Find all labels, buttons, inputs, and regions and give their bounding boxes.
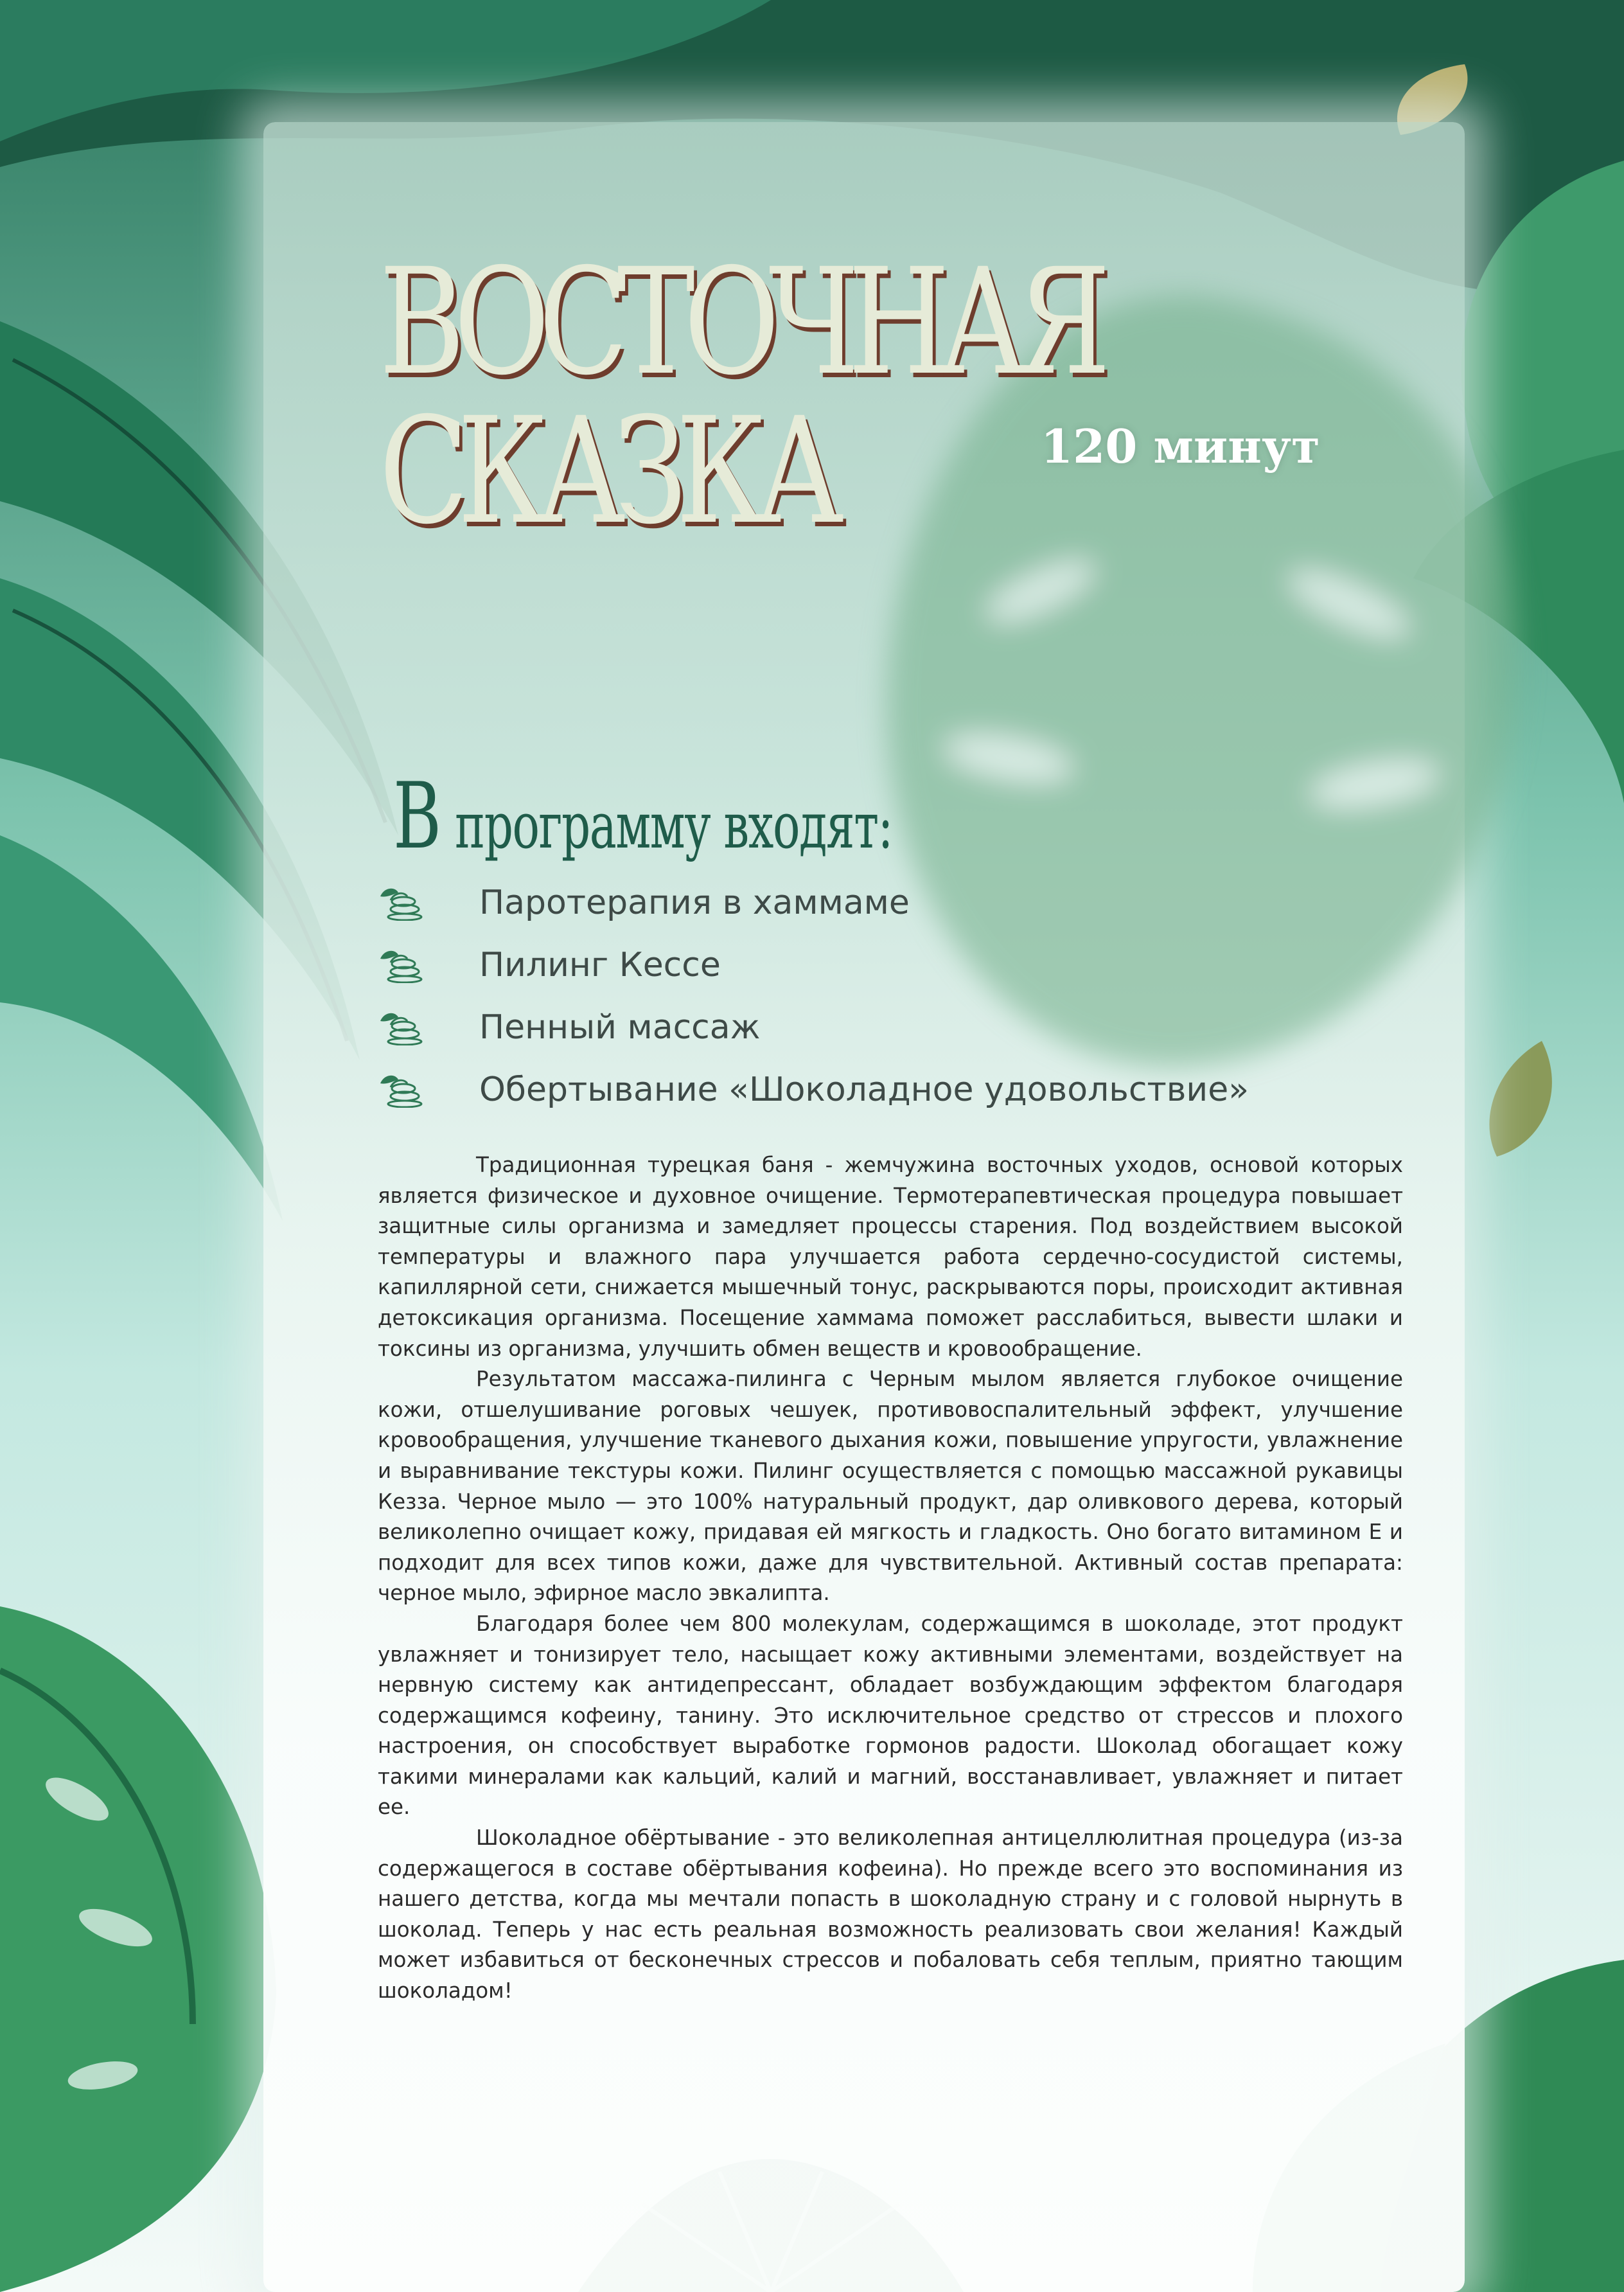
description-paragraph: Традиционная турецкая баня - жемчужина восточных уходов, основой которых является физическое и духовное очищение. Термотерапевтическая процедура повышает защитные силы организма и замедляет процессы старения. Под воздействием высокой температуры и влажного пара улучшается работа сердечно-сосудистой системы, капиллярной сети, снижается мышечный тонус, раскрываются поры, происходит активная детоксикация организма. Посещение хаммама поможет расслабиться, вывести шлаки и токсины из организма, улучшить обмен веществ и кровообращение. [378,1153,1403,1361]
spa-stones-leaf-icon [378,885,424,921]
program-heading [393,763,892,869]
list-item [378,1058,1249,1121]
list-item-text: Паротерапия в хаммаме [479,883,910,922]
title-line-2: СКАЗКА [379,386,833,556]
description-paragraph: Шоколадное обёртывание - это великолепная антицеллюлитная процедура (из-за содержащегося в составе обёртывания кофеина). Но прежде всего это воспоминания из нашего детства, когда мы мечтали попасть в шоколадную страну и с головой нырнуть в шоколад. Теперь у нас есть реальная возможность реализовать свои желания! Каждый может избавиться от бесконечных стрессов и побаловать себя теплым, приятно тающим шоколадом! [378,1826,1403,2003]
description-paragraph: Благодаря более чем 800 молекулам, содержащимся в шоколаде, этот продукт увлажняет и тонизирует тело, насыщает кожу активными элементами, воздействует на нервную систему как антидепрессант, обладает возбуждающим эффектом благодаря содержащимся кофеину, танину. Это исключительное средство от стрессов и плохого настроения, он способствует выработке гормонов радости. Шоколад обогащает кожу такими минералами как кальций, калий и магний, восстанавливает, увлажняет и питает ее. [378,1611,1403,1820]
title-line-1: ВОСТОЧНАЯ [379,236,1100,407]
program-heading-text: программу входят: [441,790,893,863]
spa-stones-leaf-icon [378,1009,424,1045]
list-item-text: Обертывание «Шоколадное удовольствие» [479,1070,1249,1109]
list-item-text: Пилинг Кессе [479,945,721,984]
spa-stones-leaf-icon [378,947,424,983]
list-item [378,934,1249,996]
description-paragraph: Результатом массажа-пилинга с Черным мылом является глубокое очищение кожи, отшелушивание роговых чешуек, противовоспалительный эффект, улучшение кровообращения, улучшение тканевого дыхания кожи, повышение упругости, увлажнение и выравнивание текстуры кожи. Пилинг осуществляется с помощью массажной рукавицы Кезза. Черное мыло — это 100% натуральный продукт, дар оливкового дерева, который великолепно очищает кожу, придавая ей мягкость и гладкость. Оно богато витамином Е и подходит для всех типов кожи, даже для чувствительной. Активный состав препарата: черное мыло, эфирное масло эвкалипта. [378,1367,1403,1606]
description-text [378,1150,1403,2007]
program-list [378,871,1249,1121]
spa-stones-leaf-icon [378,1072,424,1108]
list-item-text: Пенный массаж [479,1008,761,1047]
duration-label: 120 минут [1041,419,1320,474]
list-item [378,871,1249,934]
program-heading-capital: В [393,763,442,869]
list-item [378,996,1249,1058]
page-title [379,236,1100,556]
